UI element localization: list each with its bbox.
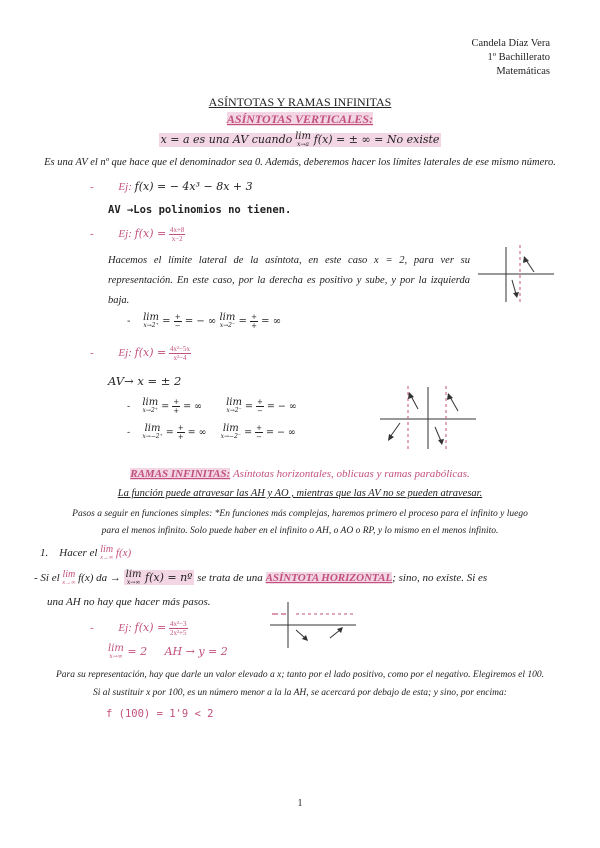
- rep-result: f (100) = 1'9 < 2: [106, 708, 214, 720]
- ri-steps-line-1: Pasos a seguir en funciones simples: *En funciones más complejas, haremos primero el proceso para el infinito y luego: [72, 509, 528, 519]
- av-heading: ASÍNTOTAS VERTICALES:: [226, 112, 374, 126]
- example-1: - Ej: f(x) = − 4x³ − 8x + 3: [90, 180, 253, 193]
- ex2-fraction: $\frac{4x+8}{x-2}$: [169, 226, 185, 243]
- sketch-av-x2: [476, 242, 556, 307]
- author-name: Candela Díaz Vera: [471, 38, 550, 49]
- example-3-av: AV→ x = ± 2: [108, 374, 182, 388]
- example-4: - Ej: f(x) = $\frac{\text{4x²−3}}{\text{2x²+5}}$: [90, 620, 187, 637]
- ex4-fraction: $\frac{\text{4x²−3}}{\text{2x²+5}}$: [169, 620, 187, 637]
- branch-down: [512, 280, 516, 294]
- ex3-limit-row-1: - lim x→2⁺ = $\frac{+}{+}$ = ∞ lim x→2⁻ = $\frac{+}{-}$ = − ∞: [127, 397, 297, 415]
- ah-condition-line-2: una AH no hay que hacer más pasos.: [47, 596, 211, 608]
- arrow-up: [523, 256, 529, 263]
- rep-line-2: Si al sustituir x por 100, es un número menor a la la AH, se acercará por debajo de esta; y sino, por encima:: [93, 688, 507, 698]
- page-number: 1: [297, 798, 303, 809]
- example-4-limit: lim x→∞ = 2 AH → y = 2: [108, 643, 228, 660]
- example-2: - Ej: f(x) = $\frac{4x+8}{x-2}$: [90, 226, 185, 243]
- av-definition: x = a es una AV cuando lim x→a f(x) = ± ∞ = No existe: [160, 131, 440, 148]
- example-2-limits: - lim x→2⁺ = $\frac{+}{-}$ = − ∞ lim x→2⁻ = $\frac{+}{+}$ = ∞: [127, 312, 282, 330]
- example-1-result: AV →Los polinomios no tienen.: [108, 204, 292, 216]
- subject-name: Matemáticas: [496, 66, 550, 77]
- branch-up: [526, 260, 534, 272]
- ri-heading: RAMAS INFINITAS: Asíntotas horizontales, oblicuas y ramas parabólicas.: [130, 468, 470, 480]
- page-title: ASÍNTOTAS Y RAMAS INFINITAS: [208, 95, 392, 109]
- header: [471, 37, 550, 79]
- course-name: 1º Bachillerato: [487, 52, 550, 63]
- step-1: 1. Hacer el lim x→∞ f(x): [40, 544, 132, 561]
- example-3: - Ej: f(x) = $\frac{\text{4x²−5x}}{\text{x²−4}}$: [90, 345, 190, 362]
- rep-line-1: Para su representación, hay que darle un valor elevado a x; tanto por el lado positivo, como por el negativo. Elegiremos el 100.: [55, 670, 545, 680]
- ah-condition: - Si el lim x→∞ f(x) da → lim x→∞ f(x) = nº se trata de una ASÍNTOTA HORIZONTAL; sino, no existe. Si es: [34, 569, 488, 586]
- ri-steps-line-2: para el menos infinito. Solo puede haber en el infinito o AH, o AO o RP, y lo mismo en el menos infinito.: [101, 526, 499, 536]
- av-intro: Es una AV el nº que hace que el denominador sea 0. Además, deberemos hacer los límites laterales de ese mismo número.: [44, 157, 556, 168]
- arrow-down: [513, 292, 519, 298]
- example-2-text: Hacemos el límite lateral de la asíntota, en este caso x = 2, para ver su representación. En este caso, por la derecha es positivo y sube, y por la izquierda baja.: [108, 255, 470, 306]
- ri-underline-note: La función puede atravesar las AH y AO , mientras que las AV no se pueden atravesar.: [117, 488, 483, 499]
- ex3-limit-row-2: - lim x→−2⁺ = $\frac{+}{+}$ = ∞ lim x→−2⁻ = $\frac{+}{-}$ = − ∞: [127, 423, 296, 441]
- sketch-ah: [268, 600, 358, 650]
- ex3-fraction: $\frac{\text{4x²−5x}}{\text{x²−4}}$: [169, 345, 190, 362]
- sketch-av-pm2: [378, 383, 478, 453]
